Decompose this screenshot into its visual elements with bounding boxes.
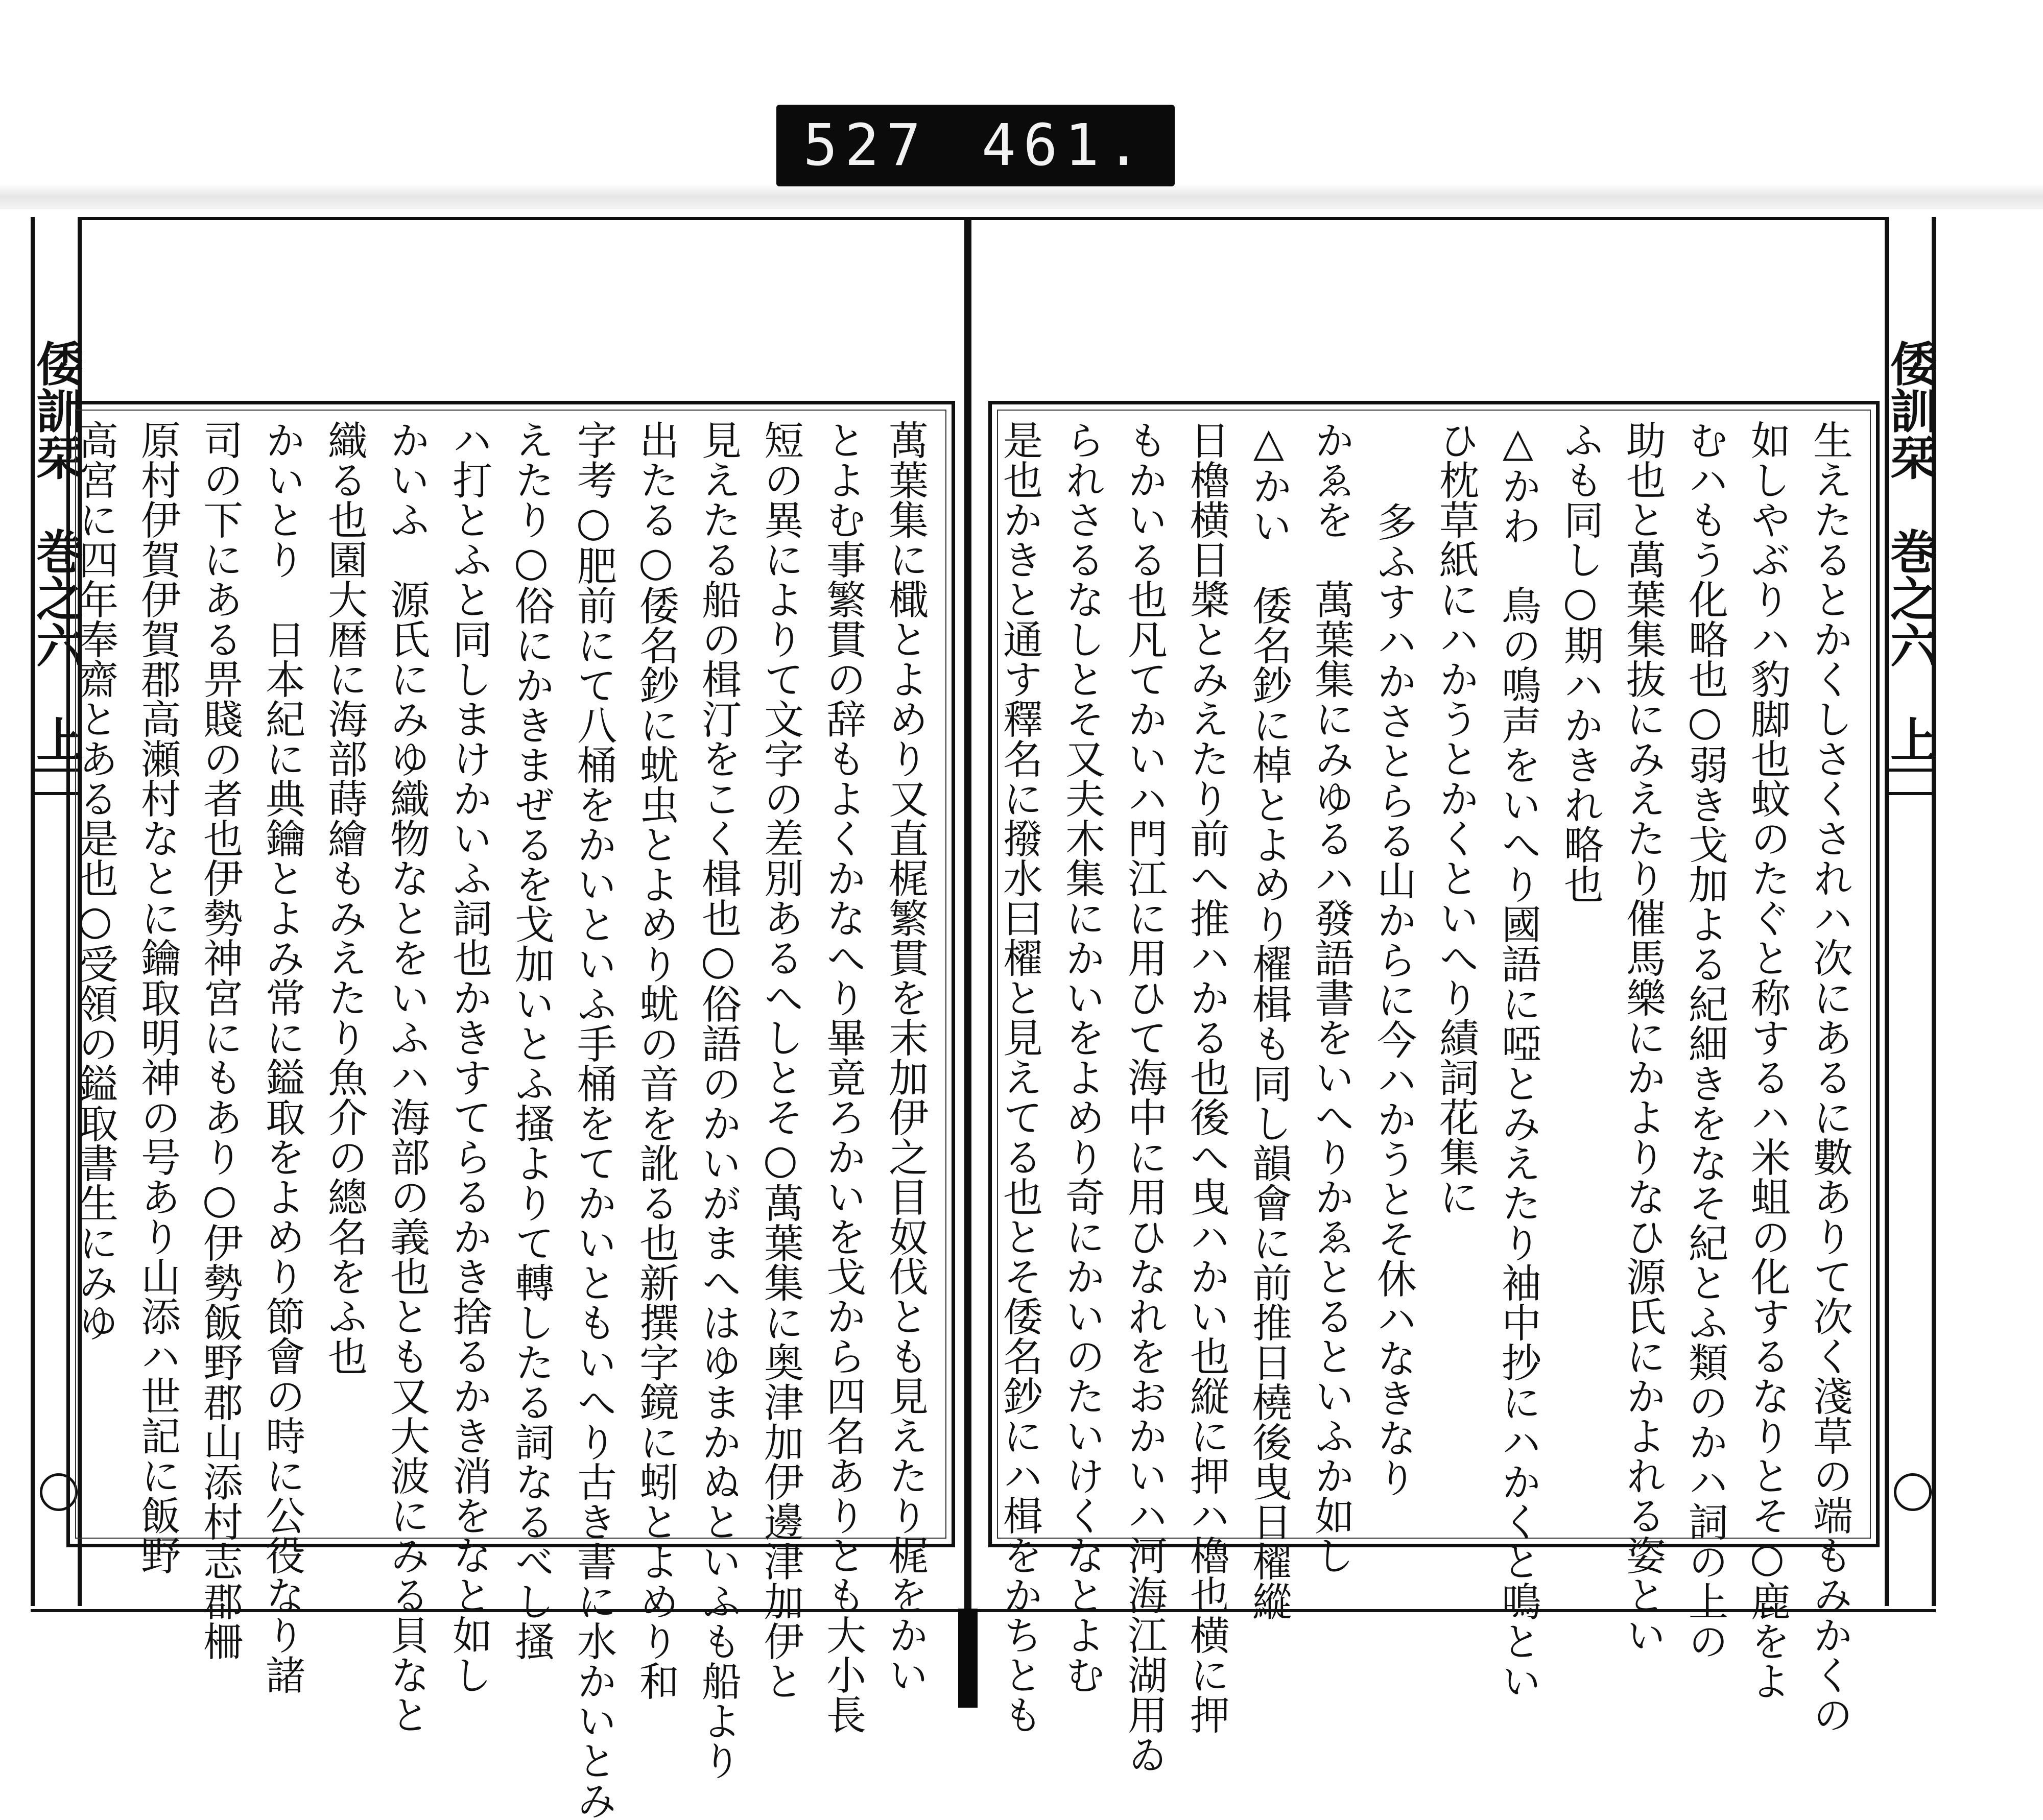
left-column: 出たる○倭名鈔に蚘虫とよめり蚘の音を訛る也新撰字鏡に蚓とよめり和: [633, 420, 679, 1701]
left-column: 高宮に四年奉齋とある是也○受領の鎰取書生にみゆ: [72, 420, 118, 1342]
left-column: 織る也園大暦に海部蒔繪もみえたり魚介の總名をふ也: [321, 420, 367, 1376]
left-column: えたり○俗にかきまぜるを戈加いとふ搔よりて轉したる詞なるべし搔: [508, 420, 554, 1661]
right-page-text: [996, 420, 1861, 1774]
right-column: ふも同し○期ハかきれ略也: [1557, 420, 1603, 904]
left-page-text: [72, 420, 936, 1820]
right-column: ひ枕草紙にハかうとかくといへり績詞花集に: [1433, 420, 1479, 1216]
right-fold-edge: [1885, 217, 1936, 1606]
right-column-entry: △かい 倭名鈔に棹とよめり櫂楫も同し韻會に前推日橈後曳日櫂縱: [1246, 420, 1292, 1621]
left-column: 司の下にある畀賤の者也伊勢神宮にもあり○伊勢飯野郡山添村志郡柵: [197, 420, 243, 1661]
left-column: とよむ事繁貫の辞もよくかなへり畢竟ろかいを戈から四名ありとも大小長: [820, 420, 866, 1734]
left-column: 見えたる船の楫汀をこく楫也○俗語のかいがまへはゆまかぬといふも船より: [695, 420, 741, 1780]
left-running-head: 倭訓栞 巻之六 上: [29, 340, 84, 762]
right-column: むハもう化略也○弱き戈加よる紀細きをなそ紀とふ類のかハ詞の上の: [1682, 420, 1728, 1661]
right-column: もかいる也凡てかいハ門江に用ひて海中に用ひなれをおかいハ河海江湖用ゐ: [1121, 420, 1167, 1774]
right-column: られさるなしとそ又夫木集にかいをよめり奇にかいのたいけくなとよむ: [1059, 420, 1105, 1694]
left-column-entry: かいふ 源氏にみゆ織物なとをいふハ海部の義也とも又大波にみる貝なと: [384, 420, 430, 1734]
left-column: 短の異によりて文字の差別あるへしとそ○萬葉集に奥津加伊邊津加伊と: [757, 420, 803, 1701]
right-column: 日櫓横日槳とみえたり前へ推ハかる也後へ曳ハかい也縦に押ハ櫓也横に押: [1183, 420, 1229, 1734]
left-column: ハ打とふと同しまけかいふ詞也かきすてらるかき捨るかき消をなと如し: [446, 420, 492, 1694]
left-column: 原村伊賀伊賀郡高瀬村なとに鑰取明神の号あり山添ハ世記に飯野: [134, 420, 180, 1575]
scan-label-right-number: 461.: [981, 112, 1148, 179]
left-column-entry: かいとり 日本紀に典鑰とよみ常に鎰取をよめり節會の時に公役なり諸: [259, 420, 305, 1694]
scan-label-left-number: 527: [803, 112, 928, 179]
right-column-entry: かゑを 萬葉集にみゆるハ發語書をいへりかゑとるといふか如し: [1308, 420, 1354, 1575]
right-running-head: 倭訓栞 巻之六 上: [1883, 340, 1938, 762]
scan-label: [776, 105, 1175, 186]
right-column: 如しやぶりハ豹脚也蚊のたぐと称するハ米蛆の化するなりとそ○鹿をよ: [1744, 420, 1790, 1701]
right-column: 生えたるとかくしさくされハ次にあるに數ありて次く淺草の端もみかくの: [1807, 420, 1852, 1734]
right-page-frame: [988, 401, 1880, 1774]
right-column-entry: △かわ 鳥の鳴声をいへり國語に啞とみえたり袖中抄にハかくと鳴とい: [1495, 420, 1541, 1701]
right-column: 是也かきと通す釋名に撥水曰櫂と見えてる也とそ倭名鈔にハ楫をかちとも: [996, 420, 1042, 1734]
book-spine: [964, 217, 971, 1708]
left-column: 萬葉集に檝とよめり又直梶繁貫を末加伊之目奴伐とも見えたり梶をかい: [882, 420, 928, 1694]
left-column: 字考○肥前にて八桶をかいといふ手桶をてかいともいへり古き書に水かいとみ: [571, 420, 616, 1820]
left-page-frame: [66, 401, 955, 1820]
right-page-mark: [1894, 1473, 1932, 1511]
spine-foot: [958, 1609, 978, 1708]
right-column-poem: 多ふすハかさとらる山からに今ハかうとそ休ハなきなり: [1370, 501, 1416, 1497]
right-fold-mark: [1889, 769, 1932, 795]
right-column: 助也と萬葉集抜にみえたり催馬樂にかよりなひ源氏にかよれる姿とい: [1620, 420, 1666, 1655]
